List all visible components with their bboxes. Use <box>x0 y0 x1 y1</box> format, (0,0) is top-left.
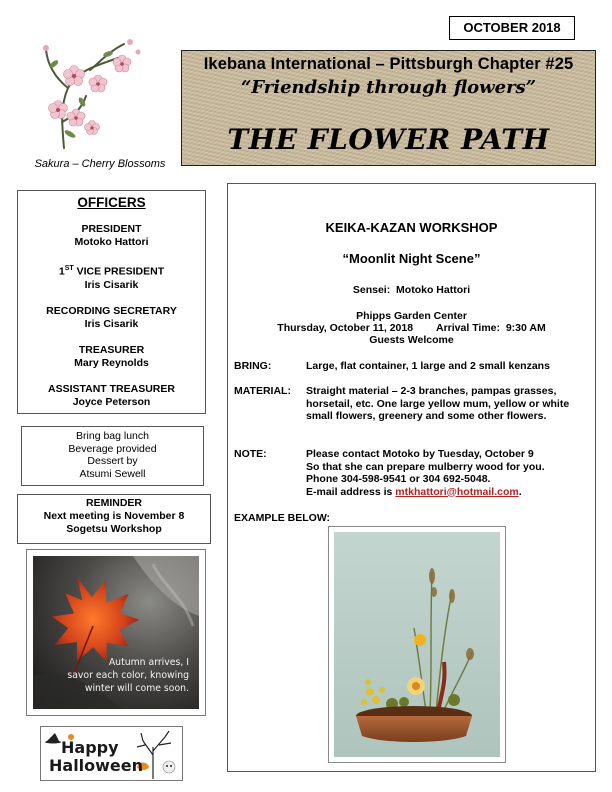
officer-role: PRESIDENT <box>81 223 142 235</box>
date-time-line: Thursday, October 11, 2018 Arrival Time: 9:30 AM <box>277 322 546 334</box>
lunch-line: Atsumi Sewell <box>79 467 146 480</box>
role-prefix: 1 <box>58 265 65 278</box>
example-label: EXAMPLE BELOW: <box>234 512 331 524</box>
organization-title: Ikebana International – Pittsburgh Chapter #25 <box>203 55 574 73</box>
officer-name: Iris Cisarik <box>84 317 139 330</box>
officer-vice-president <box>18 262 205 292</box>
haiku-line: savor each color, knowing <box>67 670 189 681</box>
material-text: Straight material – 2-3 branches, pampas grasses, horsetail, etc. One large yellow mum, yellow or white small flowers, greenery and some other flowers. <box>306 385 570 422</box>
sensei-line: Sensei: Motoko Hattori <box>352 284 471 296</box>
officer-role: RECORDING SECRETARY <box>46 304 177 317</box>
autumn-leaf-image <box>33 556 199 709</box>
lunch-line: Bring bag lunch <box>76 430 149 442</box>
venue-name: Phipps Garden Center <box>356 310 467 322</box>
note-text <box>306 448 589 498</box>
halloween-word-halloween: Halloween <box>49 756 144 775</box>
halloween-word-happy: Happy <box>61 738 119 757</box>
reminder-line: Next meeting is November 8 <box>43 510 185 522</box>
issue-date: OCTOBER 2018 <box>449 16 575 40</box>
role-rest: VICE PRESIDENT <box>73 265 165 278</box>
ikebana-arrangement-photo <box>334 532 500 757</box>
officer-role <box>18 262 205 279</box>
lunch-line: Dessert by <box>87 455 138 467</box>
haiku-line: Autumn arrives, I <box>108 657 189 668</box>
haiku-line: winter will come soon. <box>84 683 189 694</box>
officer-name: Joyce Peterson <box>72 395 151 408</box>
motto: “Friendship through flowers” <box>240 77 537 98</box>
officers-heading: OFFICERS <box>77 195 146 210</box>
bring-text: Large, flat container, 1 large and 2 small kenzans <box>306 360 550 372</box>
arrangement-photo-frame <box>328 526 506 763</box>
officer-treasurer <box>18 344 205 370</box>
officer-president <box>18 223 205 249</box>
email-prefix: E-mail address is <box>306 485 396 498</box>
email-link[interactable]: mtkhattori@hotmail.com <box>395 485 519 498</box>
reminder-heading: REMINDER <box>85 497 142 509</box>
cherry-blossom-illustration <box>34 36 146 156</box>
halloween-graphic <box>40 726 183 781</box>
lunch-note-box <box>21 426 204 486</box>
reminder-box <box>17 494 211 544</box>
lunch-line: Beverage provided <box>68 442 157 455</box>
note-line: So that she can prepare mulberry wood for you. <box>306 460 545 473</box>
role-superscript: ST <box>64 265 74 272</box>
guests-welcome: Guests Welcome <box>369 334 454 346</box>
officer-role: TREASURER <box>78 343 145 356</box>
haiku-text <box>51 656 197 695</box>
officer-name: Iris Cisarik <box>84 278 139 291</box>
bring-label: BRING: <box>234 360 272 372</box>
officer-assistant-treasurer <box>18 383 205 409</box>
note-label: NOTE: <box>234 448 267 460</box>
officer-name: Mary Reynolds <box>74 356 149 369</box>
workshop-subtitle: “Moonlit Night Scene” <box>342 251 481 266</box>
workshop-title: KEIKA-KAZAN WORKSHOP <box>325 220 498 235</box>
header-banner <box>181 50 596 166</box>
newsletter-title: THE FLOWER PATH <box>227 123 550 156</box>
officer-name: Motoko Hattori <box>74 236 149 248</box>
illustration-caption: Sakura – Cherry Blossoms <box>34 158 166 170</box>
reminder-line: Sogetsu Workshop <box>66 523 162 535</box>
witch-hat-icon <box>47 733 59 741</box>
officers-box <box>17 190 206 414</box>
email-suffix: . <box>518 485 522 498</box>
note-line <box>306 486 589 499</box>
officer-role: ASSISTANT TREASURER <box>48 382 175 395</box>
note-line: Please contact Motoko by Tuesday, October 9 <box>306 448 534 460</box>
note-line: Phone 304-598-9541 or 304 692-5048. <box>306 473 491 485</box>
autumn-image-frame <box>26 549 206 716</box>
material-label: MATERIAL: <box>234 385 291 397</box>
officer-recording-secretary <box>18 305 205 331</box>
